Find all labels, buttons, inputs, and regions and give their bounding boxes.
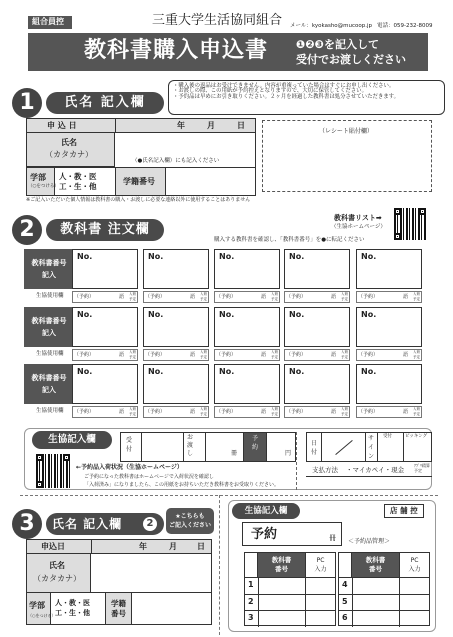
yen-label: 語 <box>119 352 125 358</box>
yoyaku-label: （予約） <box>286 294 307 300</box>
reservation-status-cell <box>284 406 350 418</box>
yen-label: 語 <box>119 294 125 300</box>
yoyaku-mgmt-label: ＜予約品管理＞ <box>348 538 391 545</box>
reservation-status-cell <box>356 291 422 303</box>
note-1: ・購入後の返品はお受けできません。内容が重複っていた場合はすぐにお申し出ください。 <box>173 83 395 89</box>
section1-form <box>26 118 256 196</box>
cell-no-label: No. <box>361 367 377 376</box>
mgmt-row-number: 6 <box>342 613 348 622</box>
reservation-status-cell <box>72 406 138 418</box>
section3-form <box>26 539 212 625</box>
cell-no-label: No. <box>289 310 305 319</box>
member-copy-tag: 組合員控 <box>28 16 72 29</box>
reservation-status-cell <box>72 291 138 303</box>
dept-options: 人・教・医 工・生・他 <box>59 172 97 191</box>
store-copy-tag: 店 舗 控 <box>384 504 424 518</box>
sign-label: サ イ ン <box>368 435 375 460</box>
yen-label: 語 <box>331 294 337 300</box>
cell-no-label: No. <box>289 252 305 261</box>
yen-label: 語 <box>119 409 125 415</box>
nyuka-label: 入荷 予定 <box>129 292 136 301</box>
section3-title-pill <box>46 513 164 535</box>
union-name: 三重大学生活協同組合 <box>152 13 283 28</box>
store-yoyaku-box <box>242 522 342 546</box>
textbook-number-input[interactable] <box>214 307 280 347</box>
arrival-note-1: ご予約になった教科書はホームページで入荷状況を確認し <box>84 474 214 480</box>
nyuka-label: 入荷 予定 <box>200 407 207 416</box>
textbook-list-link[interactable]: 教科書リスト➡ <box>334 214 382 222</box>
yoyaku-label: （予約） <box>145 409 166 415</box>
yoyaku-label: （予約） <box>145 352 166 358</box>
reservation-status-cell <box>356 349 422 361</box>
section3-number: 3 <box>12 509 42 539</box>
textbook-number-row-label: 教科書番号 記入 <box>24 307 74 347</box>
student-id-label: 学籍番号 <box>123 177 155 186</box>
nyuka-label: 入荷 予定 <box>413 407 420 416</box>
yoyaku-label: （予約） <box>358 409 379 415</box>
cut-line <box>20 495 438 496</box>
nyuka-label: 入荷 予定 <box>200 350 207 359</box>
textbook-list-sub: （生協ホームページ） <box>331 224 386 230</box>
nyuka-label: 入荷 予定 <box>413 292 420 301</box>
title-banner <box>28 33 428 71</box>
store-seikyo-title: 生協記入欄 <box>232 503 300 519</box>
receipt-label: （レシート貼付欄） <box>319 128 373 135</box>
name-hint: （●氏名記入欄）にも記入ください <box>132 158 220 164</box>
yoyaku-label: （予約） <box>74 294 95 300</box>
col-pc-input: PC 入力 <box>305 553 335 577</box>
hiduke-label: 日 付 <box>311 440 318 456</box>
seikyo-grid <box>120 432 296 462</box>
yoyaku-label: （予約） <box>216 409 237 415</box>
cell-no-label: No. <box>148 367 164 376</box>
yen-label: 語 <box>261 409 267 415</box>
cell-no-label: No. <box>77 310 93 319</box>
textbook-number-input[interactable] <box>143 364 209 404</box>
nyuka-label: 入荷 予定 <box>271 350 278 359</box>
mgmt-row-number: 3 <box>248 613 254 622</box>
form-title: 教科書購入申込書 <box>84 38 269 63</box>
reservation-status-cell <box>214 291 280 303</box>
nyuka-label: 入荷 予定 <box>129 350 136 359</box>
store-satsu-label: 冊 <box>329 534 336 542</box>
contact-email: メール：kyokasho@mucoop.jp <box>290 23 373 29</box>
yen-label: 語 <box>403 352 409 358</box>
yoyaku-label: （予約） <box>358 352 379 358</box>
store-yoyaku-label: 予約 <box>251 527 278 542</box>
textbook-number-input[interactable] <box>72 364 138 404</box>
yen-label: 語 <box>190 352 196 358</box>
cell-no-label: No. <box>148 310 164 319</box>
nyuka-label: 入荷 予定 <box>271 407 278 416</box>
pay-tag: ｱﾌﾟﾘ精算 予定 <box>414 463 430 473</box>
yen-label: 語 <box>403 409 409 415</box>
mgmt-row-number: 4 <box>342 580 348 589</box>
reservation-status-cell <box>284 349 350 361</box>
textbook-number-input[interactable] <box>143 249 209 289</box>
col-pc-input: PC 入力 <box>399 553 429 577</box>
s3-name-label: 氏名 <box>49 561 65 570</box>
col-textbook-number: 教科書 番号 <box>258 553 305 577</box>
seikyo-grid-right <box>306 432 432 462</box>
nyuka-label: 入荷 予定 <box>200 292 207 301</box>
dept-label: 学部 <box>30 173 46 182</box>
contact-tel: 電話：059-232-8009 <box>377 23 433 29</box>
textbook-number-row-label: 教科書番号 記入 <box>24 249 74 289</box>
note-2: ・お渡しの際、この用紙が予約控えとなりますので、大切に保管してください。 <box>173 88 367 95</box>
s3-dept-options: 人・教・医 工・生・他 <box>55 599 90 617</box>
reservation-status-cell <box>284 291 350 303</box>
seikyo-title: 生協記入欄 <box>32 431 112 449</box>
nyuka-label: 入荷 予定 <box>341 292 348 301</box>
ojyoshi-label: お 渡 し <box>187 434 194 457</box>
textbook-number-input[interactable] <box>214 249 280 289</box>
s3-dept-label: 学部 <box>29 601 45 610</box>
callout <box>166 508 214 534</box>
date-label: 申 込 日 <box>47 121 77 130</box>
privacy-note: ※ご記入いただいた個人情報は教科書の購入・お渡しに必要な連絡以外に使用することはありません <box>26 197 251 203</box>
mgmt-row-number: 1 <box>248 580 254 589</box>
instruction-line2: 受付でお渡しください <box>296 53 406 66</box>
yen-label: 語 <box>261 294 267 300</box>
nyuka-label: 入荷 予定 <box>271 292 278 301</box>
yoyaku-label: （予約） <box>286 352 307 358</box>
cell-no-label: No. <box>289 367 305 376</box>
section3-title: 氏名 記入欄 <box>52 517 123 531</box>
picking-label: ピッキング <box>405 434 428 439</box>
nyuka-label: 入荷 予定 <box>341 407 348 416</box>
dept-sub: （○をつける） <box>28 184 59 189</box>
textbook-list-qr-icon[interactable] <box>394 208 426 240</box>
receipt-area <box>262 120 432 192</box>
yen-label: 語 <box>190 294 196 300</box>
yoyaku-label: （予約） <box>216 352 237 358</box>
cell-no-label: No. <box>77 367 93 376</box>
section1-title: 氏名 記入欄 <box>46 92 164 114</box>
textbook-number-input[interactable] <box>356 307 422 347</box>
cell-no-label: No. <box>219 367 235 376</box>
pay-options: ・マイカペイ・現金 <box>346 466 405 474</box>
textbook-number-input[interactable] <box>284 364 350 404</box>
reservation-status-cell <box>143 291 209 303</box>
callout-line2: ご記入ください <box>168 522 211 529</box>
note-3: ・予約品は早めにお引き取りください。２ヶ月を経過した教科書は処分させていただきます。 <box>173 93 399 100</box>
textbook-number-input[interactable] <box>284 307 350 347</box>
yoyaku-label: （予約） <box>145 294 166 300</box>
textbook-number-input[interactable] <box>72 307 138 347</box>
section1-number: 1 <box>12 88 42 118</box>
arrival-status-qr-icon[interactable] <box>36 454 70 488</box>
reservation-status-cell <box>72 349 138 361</box>
yoyaku-label: （予約） <box>216 294 237 300</box>
textbook-number-input[interactable] <box>284 249 350 289</box>
pay-method-label: 支払方法 <box>312 466 338 474</box>
date-month: 月 <box>207 121 215 130</box>
en-label: 円 <box>285 450 292 457</box>
instruction-line1: ❶❷❸を記入して <box>296 38 379 51</box>
satsu-label: 冊 <box>231 450 238 457</box>
textbook-number-input[interactable] <box>214 364 280 404</box>
s3-student-id-label: 学籍 番号 <box>111 599 126 618</box>
yoyaku-label: （予約） <box>74 409 95 415</box>
seikyo-use-label: 生協使用欄 <box>36 351 64 357</box>
textbook-number-row-label: 教科書番号 記入 <box>24 364 74 404</box>
yen-label: 語 <box>331 352 337 358</box>
cell-no-label: No. <box>361 252 377 261</box>
textbook-number-input[interactable] <box>72 249 138 289</box>
textbook-number-input[interactable] <box>143 307 209 347</box>
reservation-status-cell <box>214 406 280 418</box>
name-label: 氏名 <box>61 138 77 147</box>
s3-dept-sub: （○をつける） <box>28 613 56 618</box>
cell-no-label: No. <box>219 310 235 319</box>
yoyaku-label: 予 約 <box>244 433 266 461</box>
reservation-status-cell <box>143 406 209 418</box>
s3-year: 年 <box>139 542 147 551</box>
mgmt-row-number: 2 <box>248 596 254 606</box>
yoyaku-label: （予約） <box>286 409 307 415</box>
uketsuke-label: 受 付 <box>126 437 133 453</box>
yen-label: 語 <box>190 409 196 415</box>
mgmt-row-number: 5 <box>342 596 348 606</box>
date-year: 年 <box>177 121 185 130</box>
arrival-status-label: ←予約品入荷状況（生協ホームページ） <box>76 464 183 471</box>
cell-no-label: No. <box>361 310 377 319</box>
cell-no-label: No. <box>77 252 93 261</box>
yen-label: 語 <box>403 294 409 300</box>
nyuka-label: 入荷 予定 <box>413 350 420 359</box>
nyuka-label: 入荷 予定 <box>129 407 136 416</box>
arrival-note-2: 「入荷済み」になりましたら、この用紙をお持ちいただき教科書をお受取りください。 <box>84 482 280 488</box>
reservation-status-cell <box>356 406 422 418</box>
callout-line1: ★こちらも <box>175 513 205 520</box>
yoyaku-label: （予約） <box>74 352 95 358</box>
date-day: 日 <box>237 121 245 130</box>
notes-box <box>168 80 445 115</box>
s3-month: 月 <box>169 542 177 551</box>
seikyo-use-label: 生協使用欄 <box>36 408 64 414</box>
yen-label: 語 <box>331 409 337 415</box>
s3-day: 日 <box>197 542 205 551</box>
uketsuke-small: 受付 <box>383 434 392 439</box>
reservation-status-cell <box>143 349 209 361</box>
yen-label: 語 <box>261 352 267 358</box>
s3-date-label: 申込日 <box>41 542 65 551</box>
cell-no-label: No. <box>219 252 235 261</box>
section3-subnumber: 2 <box>143 517 157 531</box>
col-textbook-number: 教科書 番号 <box>352 553 399 577</box>
seikyo-use-label: 生協使用欄 <box>36 293 64 299</box>
section2-instruction: 購入する教科書を確認し、「教科書番号」を●に転記ください <box>214 237 365 243</box>
nyuka-label: 入荷 予定 <box>341 350 348 359</box>
textbook-number-input[interactable] <box>356 249 422 289</box>
section2-title: 教科書 注文欄 <box>46 219 164 241</box>
textbook-number-input[interactable] <box>356 364 422 404</box>
kana-label: （カタカナ） <box>45 150 93 159</box>
section2-number: 2 <box>12 215 42 245</box>
reservation-status-cell <box>214 349 280 361</box>
yoyaku-label: （予約） <box>358 294 379 300</box>
s3-kana-label: （カタカナ） <box>33 574 81 583</box>
cell-no-label: No. <box>148 252 164 261</box>
